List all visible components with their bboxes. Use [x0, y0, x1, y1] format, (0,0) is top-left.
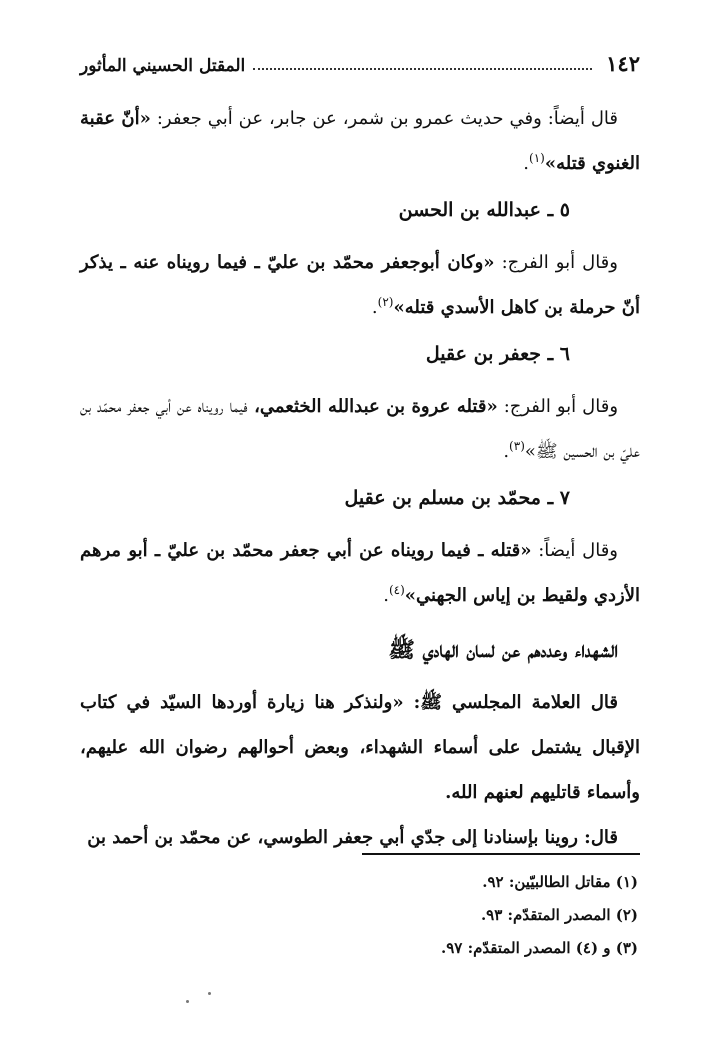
paragraph-1: قال أيضاً: وفي حديث عمرو بن شمر، عن جابر، عن أبي جعفر: «أنّ عقبة الغنوي قتله»$^{(١)}$.	[80, 108, 640, 174]
main-text	[80, 96, 640, 860]
section-heading-7: ٧ ـ محمّد بن مسلم بن عقيل	[344, 487, 570, 509]
section-heading-martyrs: الشهداء وعددهم عن لسان الهادي ﷺ	[388, 637, 618, 663]
paragraph-4: وقال أيضاً: «قتله ـ فيما رويناه عن أبي جعفر محمّد بن عليّ ـ أبو مرهم الأزدي ولقيط بن إياس الجهني»$^{(٤)}$.	[80, 540, 640, 606]
footnotes	[280, 866, 638, 965]
footnote-separator	[362, 853, 640, 855]
paragraph-6: قال: روينا بإسنادنا إلى جدّي أبي جعفر الطوسي، عن محمّد بن أحمد بن	[87, 827, 618, 848]
footnote-2: (٢) المصدر المتقدّم: ٩٣.	[480, 906, 638, 924]
scan-speck	[208, 992, 211, 995]
running-header	[80, 36, 640, 76]
paragraph-2: وقال أبو الفرج: «وكان أبوجعفر محمّد بن عليّ ـ فيما رويناه عنه ـ يذكر أنّ حرملة بن كاهل الأسدي قتله»$^{(٢)}$.	[80, 252, 640, 318]
footnote-1: (١) مقاتل الطالبيّين: ٩٢.	[482, 873, 638, 891]
header-dot-leader	[253, 68, 592, 70]
running-title: المقتل الحسيني المأثور	[80, 56, 246, 76]
paragraph-5: قال العلامة المجلسي ﷺ: «ولنذكر هنا زيارة أوردها السيّد في كتاب الإقبال يشتمل على أسماء الشهداء، وبعض أحوالهم رضوان الله عليهم، وأسماء قاتليهم لعنهم الله.	[80, 692, 640, 803]
footnote-ref-3[interactable]: (٣)	[509, 439, 525, 453]
section-heading-5: ٥ ـ عبدالله بن الحسن	[398, 199, 570, 221]
paragraph-3: وقال أبو الفرج: «قتله عروة بن عبدالله الخثعمي، فيما رويناه عن أبي جعفر محمّد بن عليّ بن الحسين ﷺ»$^{(٣)}$.	[80, 396, 640, 462]
page-number: ١٤٢	[606, 51, 640, 76]
footnote-3-4: (٣) و (٤) المصدر المتقدّم: ٩٧.	[440, 939, 638, 957]
footnote-ref-1[interactable]: (١)	[529, 151, 545, 165]
footnote-ref-2[interactable]: (٢)	[377, 295, 394, 309]
section-heading-6: ٦ ـ جعفر بن عقيل	[425, 343, 570, 365]
footnote-ref-4[interactable]: (٤)	[388, 583, 405, 597]
scan-speck	[186, 1000, 189, 1003]
